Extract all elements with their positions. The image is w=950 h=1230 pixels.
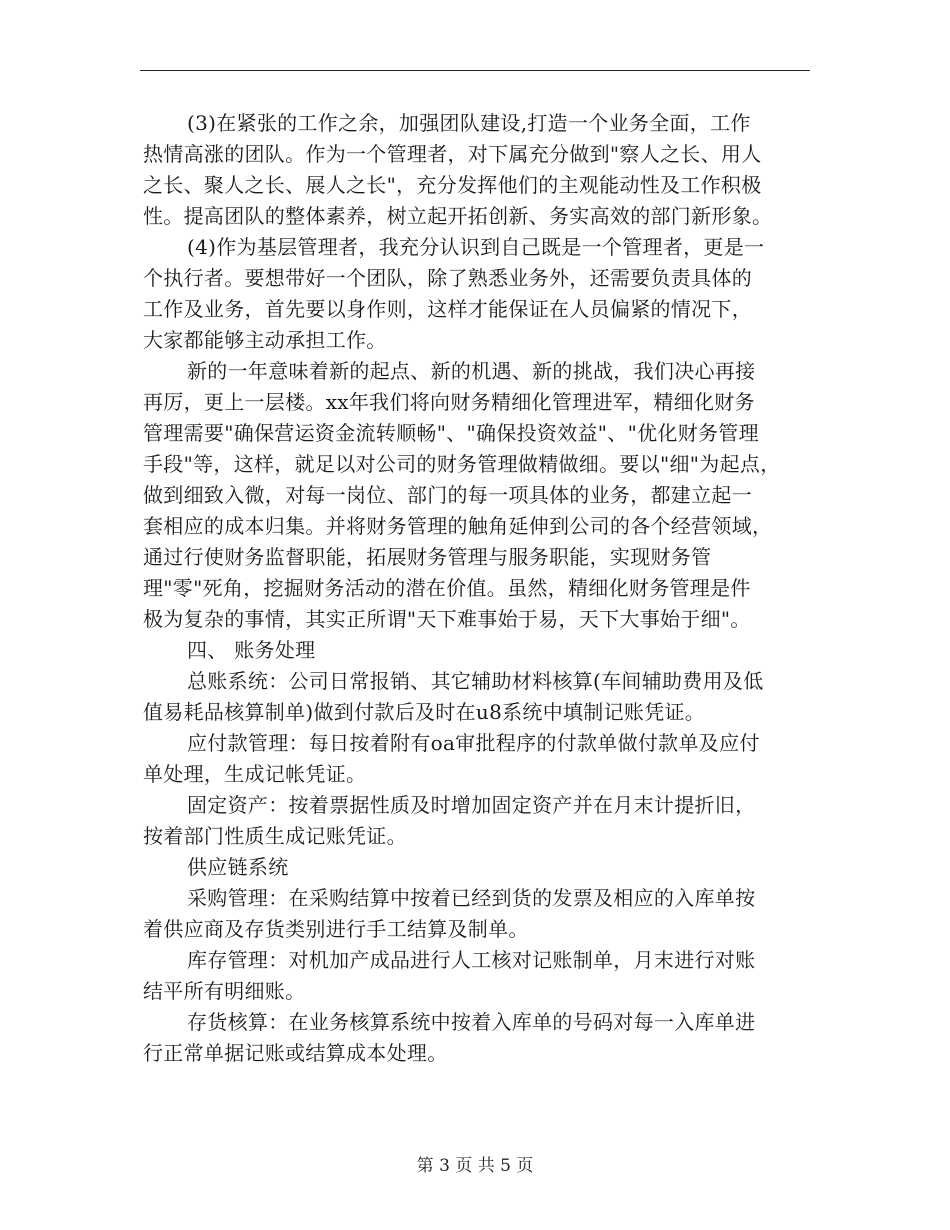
text-line: 极为复杂的事情，其实正所谓"天下难事始于易，天下大事始于细"。 [143, 607, 751, 631]
text-line: 行正常单据记账或结算成本处理。 [143, 1041, 448, 1065]
header-rule [140, 70, 810, 71]
text-line: 工作及业务，首先要以身作则，这样才能保证在人员偏紧的情况下， [143, 297, 752, 321]
text-line: 总账系统：公司日常报销、其它辅助材料核算(车间辅助费用及低 [187, 669, 764, 693]
text-line: 存货核算：在业务核算系统中按着入库单的号码对每一入库单进 [187, 1010, 756, 1034]
text-line: 单处理，生成记帐凭证。 [143, 762, 367, 786]
text-line: 手段"等，这样，就足以对公司的财务管理做精做细。要以"细"为起点， [143, 452, 781, 476]
text-line: 之长、聚人之长、展人之长"，充分发挥他们的主观能动性及工作积极 [143, 173, 762, 197]
text-line: 采购管理：在采购结算中按着已经到货的发票及相应的入库单按 [187, 886, 756, 910]
text-line: (4)作为基层管理者，我充分认识到自己既是一个管理者，更是一 [187, 235, 765, 259]
text-line: 热情高涨的团队。作为一个管理者，对下属充分做到"察人之长、用人 [143, 142, 762, 166]
text-line: 库存管理：对机加产成品进行人工核对记账制单，月末进行对账 [187, 948, 756, 972]
text-line: 性。提高团队的整体素养，树立起开拓创新、务实高效的部门新形象。 [143, 204, 773, 228]
text-line: 按着部门性质生成记账凭证。 [143, 824, 407, 848]
text-line: (3)在紧张的工作之余，加强团队建设,打造一个业务全面，工作 [187, 111, 751, 135]
text-line: 通过行使财务监督职能，拓展财务管理与服务职能，实现财务管 [143, 545, 712, 569]
text-line: 大家都能够主动承担工作。 [143, 328, 387, 352]
text-line: 做到细致入微，对每一岗位、部门的每一项具体的业务，都建立起一 [143, 483, 752, 507]
text-line: 四、 账务处理 [187, 638, 316, 662]
text-line: 结平所有明细账。 [143, 979, 306, 1003]
document-body [143, 108, 811, 1069]
text-line: 着供应商及存货类别进行手工结算及制单。 [143, 917, 529, 941]
text-line: 固定资产：按着票据性质及时增加固定资产并在月末计提折旧， [187, 793, 756, 817]
text-line: 新的一年意味着新的起点、新的机遇、新的挑战，我们决心再接 [187, 359, 756, 383]
text-line: 套相应的成本归集。并将财务管理的触角延伸到公司的各个经营领域， [143, 514, 773, 538]
text-line: 管理需要"确保营运资金流转顺畅"、"确保投资效益"、"优化财务管理 [143, 421, 759, 445]
page-number-footer: 第 3 页 共 5 页 [416, 1156, 534, 1176]
text-line: 供应链系统 [187, 855, 289, 879]
text-line: 值易耗品核算制单)做到付款后及时在u8系统中填制记账凭证。 [143, 700, 706, 724]
text-line: 个执行者。要想带好一个团队，除了熟悉业务外，还需要负责具体的 [143, 266, 752, 290]
text-line: 理"零"死角，挖掘财务活动的潜在价值。虽然，精细化财务管理是件 [143, 576, 751, 600]
text-line: 应付款管理：每日按着附有oa审批程序的付款单做付款单及应付 [187, 731, 760, 755]
text-line: 再厉，更上一层楼。xx年我们将向财务精细化管理进军，精细化财务 [143, 390, 755, 414]
